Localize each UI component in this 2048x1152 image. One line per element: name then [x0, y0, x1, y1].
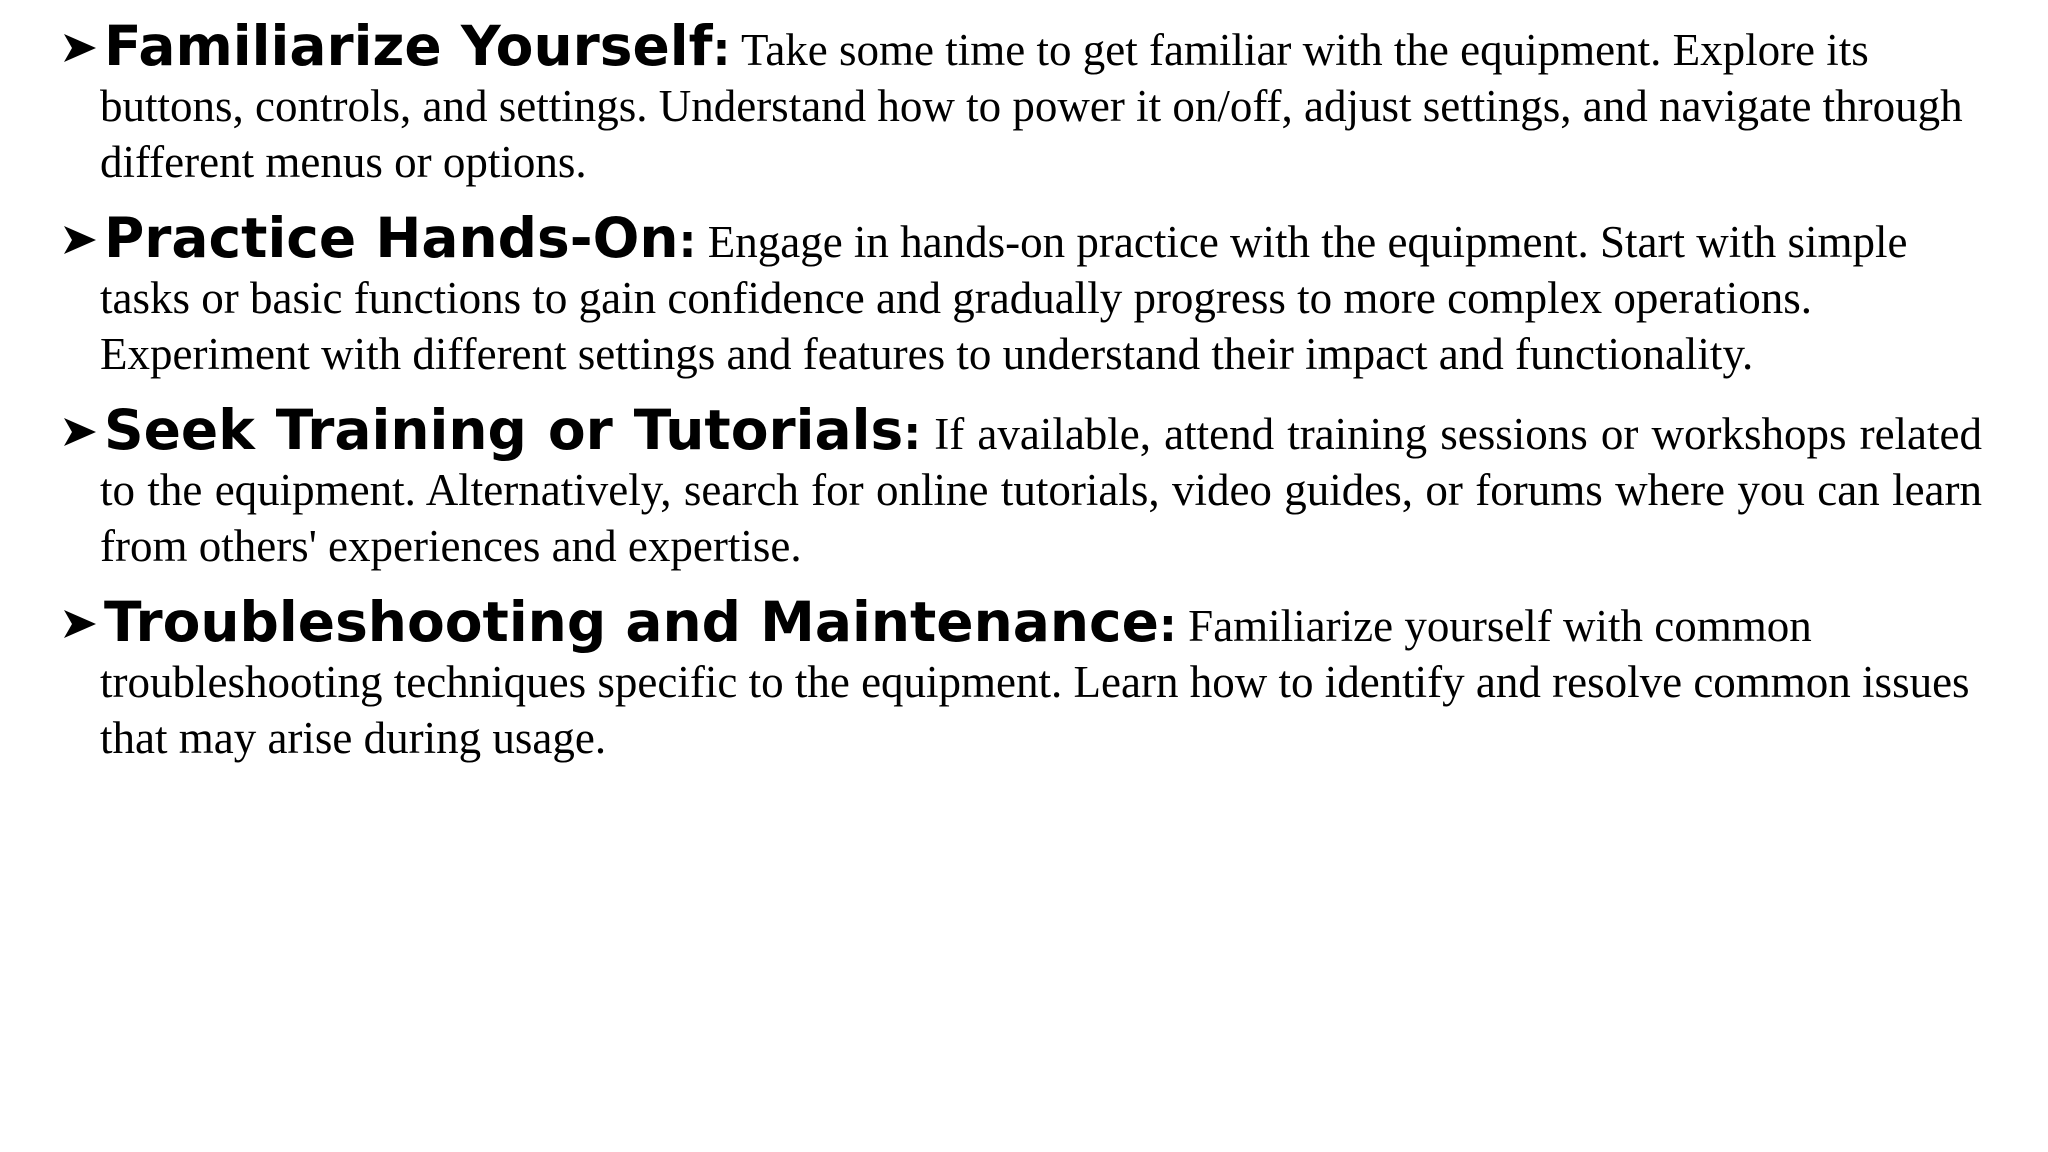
bullet-colon: :	[903, 407, 922, 460]
bullet-troubleshooting-maintenance	[62, 590, 1982, 766]
bullet-term: Practice Hands-On	[104, 206, 679, 270]
bullet-colon: :	[1158, 599, 1177, 652]
arrow-bullet-icon	[62, 606, 98, 642]
bullet-text: Engage in hands-on practice with the equipment. Start with simple tasks or basic functions to gain confidence and gradually progress to more complex operations. Experiment with different settings and features to understand their impact and functionality.	[100, 217, 1908, 379]
bullet-practice-hands-on	[62, 206, 1982, 382]
arrow-bullet-icon	[62, 30, 98, 66]
bullet-text: Familiarize yourself with common troubleshooting techniques specific to the equipment. Learn how to identify and resolve common issues that may arise during usage.	[100, 601, 1970, 763]
bullet-colon: :	[678, 215, 697, 268]
bullet-term: Seek Training or Tutorials	[104, 398, 904, 462]
bullet-text: If available, attend training sessions or workshops related to the equipment. Alternatively, search for online tutorials, video guides, or forums where you can learn from others' experiences and expertise.	[100, 409, 1982, 571]
bullet-colon: :	[712, 23, 731, 76]
bullet-text: Take some time to get familiar with the equipment. Explore its buttons, controls, and settings. Understand how to power it on/off, adjust settings, and navigate through different menus or options.	[100, 25, 1963, 187]
arrow-bullet-icon	[62, 222, 98, 258]
bullet-familiarize-yourself	[62, 14, 1982, 190]
bullet-term: Familiarize Yourself	[104, 14, 713, 78]
bullet-list	[62, 14, 1982, 786]
bullet-term: Troubleshooting and Maintenance	[104, 590, 1159, 654]
bullet-seek-training	[62, 398, 1982, 574]
arrow-bullet-icon	[62, 414, 98, 450]
